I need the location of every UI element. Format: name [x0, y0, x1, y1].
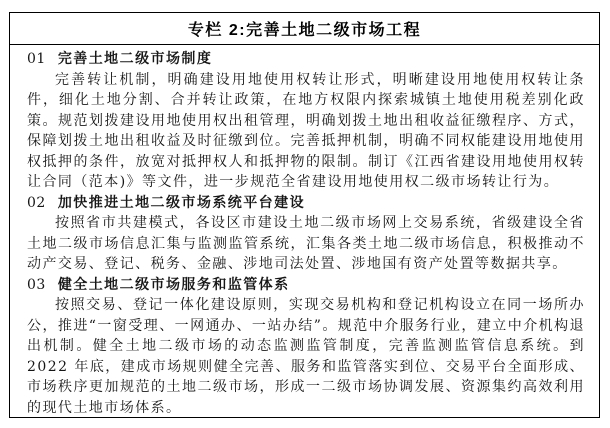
section-number: 01 [27, 51, 46, 67]
section-heading-text: 加快推进土地二级市场系统平台建设 [57, 194, 306, 211]
section-paragraph: 完善转让机制，明确建设用地使用权转让形式，明晰建设用地使用权转让条件，细化土地分割、合并转让政策，在地方权限内探索城镇土地使用税差别化政策。规范划拨建设用地使用权出租管理，明确划拨土地出租收益征缴程序、方式，保障划拨土地出租收益及时征缴到位。完善抵押机制，明确不同权能建设用地使用权抵押的条件，放宽对抵押权人和抵押物的限制。制订《江西省建设用地使用权转让合同（范本)》等文件，进一步规范全省建设用地使用权二级市场转让行为。 [27, 71, 585, 190]
section-heading [27, 49, 585, 70]
section-heading-text: 健全土地二级市场服务和监管体系 [57, 276, 290, 293]
section-paragraph: 按照省市共建模式，各设区市建设土地二级市场网上交易系统，省级建设全省土地二级市场信息汇集与监测监管系统，汇集各类土地二级市场信息，积极推动不动产交易、登记、税务、金融、涉地司法处置、涉地国有资产处置等数据共享。 [27, 215, 585, 272]
section-03 [27, 275, 585, 419]
section-02 [27, 193, 585, 275]
section-paragraph: 按照交易、登记一体化建设原则，实现交易机构和登记机构设立在同一场所办公，推进“一窗受理、一网通办、一站办结”。规范中介服务行业，建立中介机构退出机制。健全土地二级市场的动态监测监管制度，完善监测监管信息系统。到 2022 年底，建成市场规则健全完善、服务和监管落实到位、交易平台全面形成、市场秩序更加规范的土地二级市场，形成一二级市场协调发展、资源集约高效利用的现代土地市场体系。 [27, 297, 585, 416]
section-heading [27, 193, 585, 214]
section-heading-text: 完善土地二级市场制度 [57, 51, 213, 67]
section-number: 03 [27, 276, 46, 293]
section-number: 02 [27, 194, 46, 211]
panel-title: 专栏 2:完善土地二级市场工程 [10, 13, 599, 45]
section-heading [27, 275, 585, 296]
column-panel [9, 12, 600, 418]
panel-body [10, 45, 599, 418]
section-01 [27, 49, 585, 193]
